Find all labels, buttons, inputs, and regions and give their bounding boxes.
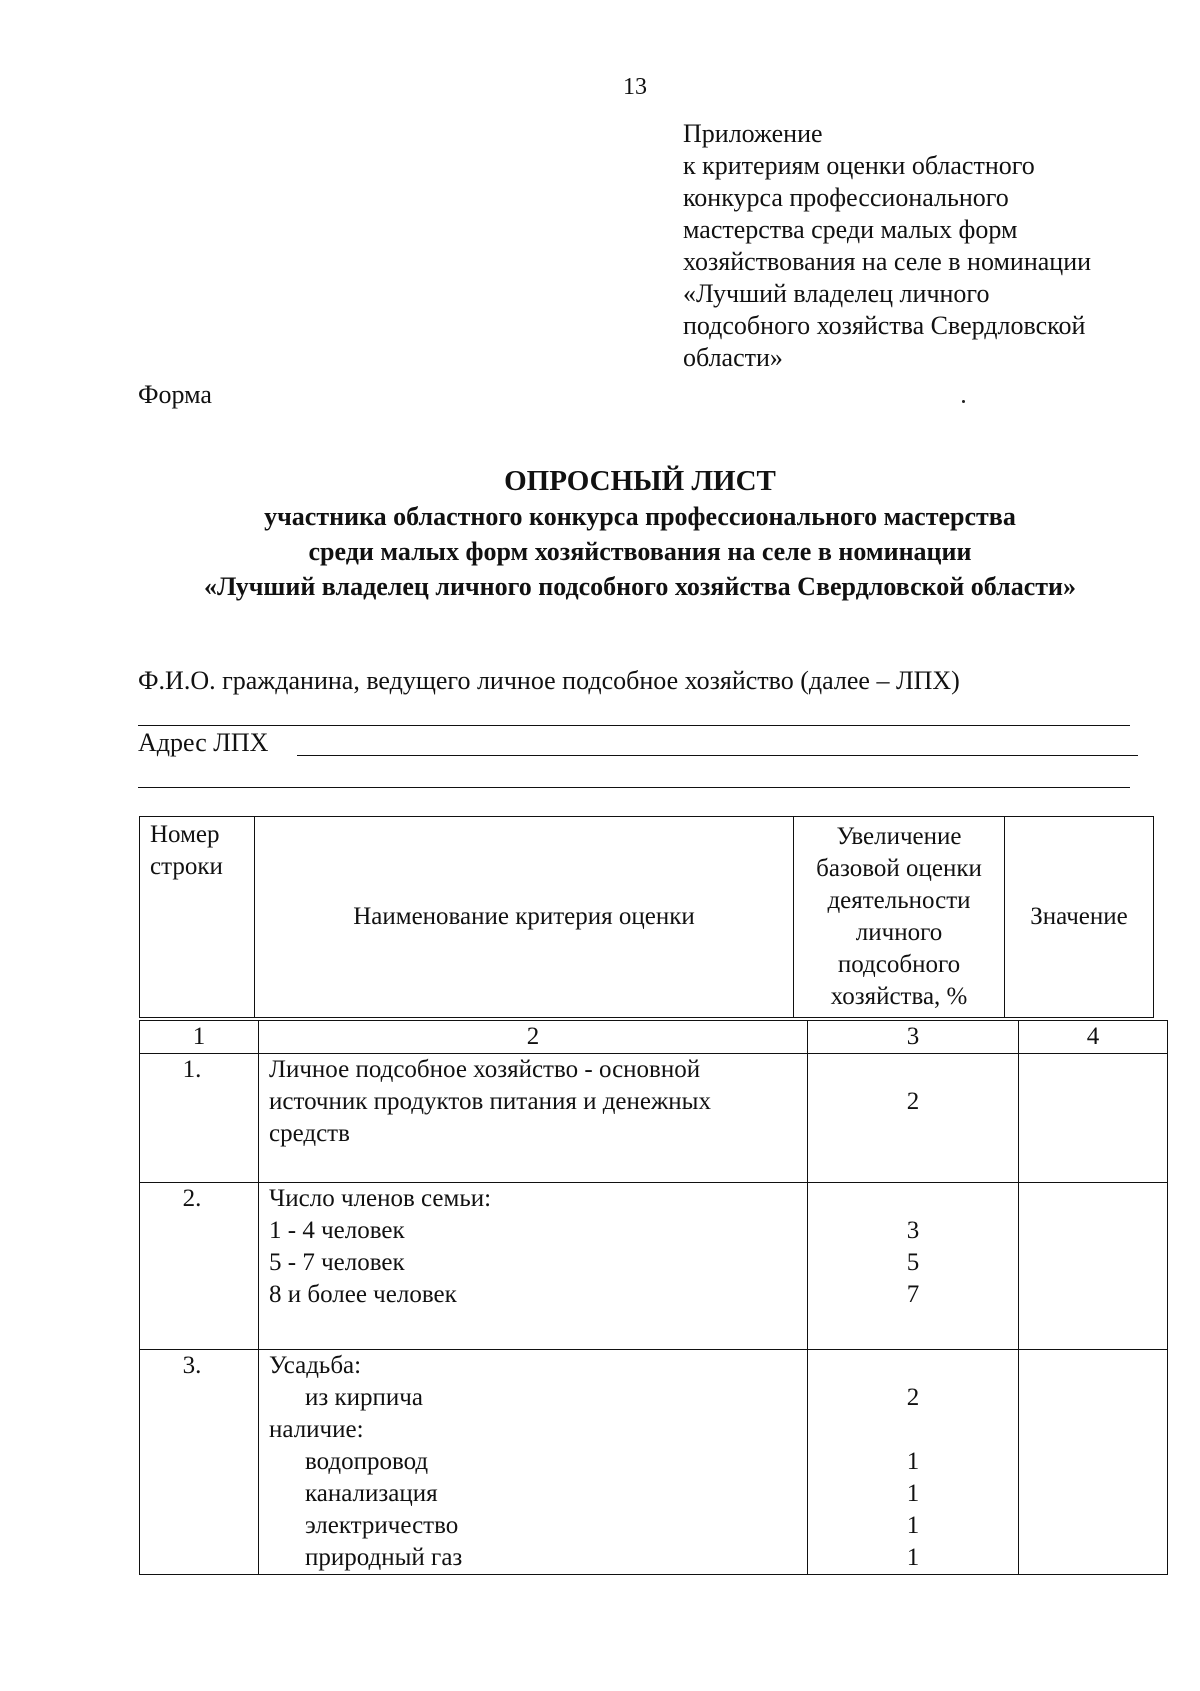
increase-value	[808, 1183, 1018, 1215]
increase-value: 7	[906, 1281, 920, 1308]
increase-percent	[808, 1350, 1019, 1575]
appendix-line: конкурса профессионального	[683, 183, 1009, 212]
criterion-text: источник продуктов питания и денежных	[269, 1088, 711, 1115]
address-input-line[interactable]	[297, 755, 1138, 756]
criterion-text: средств	[269, 1120, 350, 1147]
title-line: среди малых форм хозяйствования на селе в номинации	[308, 537, 972, 566]
value-cell[interactable]	[1019, 1183, 1168, 1350]
increase-value: 1	[906, 1544, 920, 1571]
criterion-name	[259, 1183, 808, 1350]
column-index-row	[140, 1021, 1168, 1054]
header-value: Значение	[1005, 817, 1154, 1018]
criterion-text: из кирпича	[305, 1384, 423, 1411]
address-label: Адрес ЛПХ	[138, 728, 269, 757]
row-number: 3.	[140, 1350, 259, 1575]
table-row	[140, 1183, 1168, 1350]
criterion-text: Число членов семьи:	[269, 1185, 492, 1212]
header-text: Номер	[150, 821, 220, 848]
appendix-line: хозяйствования на селе в номинации	[683, 247, 1092, 276]
title-main: ОПРОСНЫЙ ЛИСТ	[504, 465, 776, 497]
document-title	[100, 464, 1180, 604]
criteria-table-body	[139, 1020, 1168, 1575]
header-text: базовой оценки	[816, 855, 982, 882]
appendix-line: мастерства среди малых форм	[683, 215, 1018, 244]
table-row	[140, 1054, 1168, 1183]
appendix-line: области»	[683, 343, 783, 372]
scan-dot	[962, 400, 965, 403]
appendix-line: «Лучший владелец личного	[683, 279, 990, 308]
value-cell[interactable]	[1019, 1054, 1168, 1183]
criterion-text: природный газ	[305, 1544, 463, 1571]
row-number: 2.	[140, 1183, 259, 1350]
increase-value: 1	[906, 1512, 920, 1539]
column-index: 2	[259, 1021, 808, 1054]
address-continuation-line[interactable]	[138, 787, 1130, 788]
fio-input-line[interactable]	[138, 725, 1130, 726]
table-row	[140, 1350, 1168, 1575]
header-text: строки	[150, 853, 223, 880]
increase-percent	[808, 1183, 1019, 1350]
appendix-line: к критериям оценки областного	[683, 151, 1035, 180]
header-text: подсобного	[837, 951, 961, 978]
header-text: хозяйства, %	[830, 983, 968, 1010]
criterion-text: Личное подсобное хозяйство - основной	[269, 1056, 701, 1083]
appendix-note	[683, 118, 1091, 374]
criterion-text: 1 - 4 человек	[269, 1217, 405, 1244]
form-label: Форма	[138, 380, 212, 409]
criterion-text: Усадьба:	[269, 1352, 362, 1379]
increase-value: 2	[906, 1088, 920, 1115]
appendix-line: подсобного хозяйства Свердловской	[683, 311, 1086, 340]
criterion-name	[259, 1350, 808, 1575]
column-index: 4	[1019, 1021, 1168, 1054]
increase-value: 1	[906, 1480, 920, 1507]
criterion-text: водопровод	[305, 1448, 429, 1475]
value-cell[interactable]	[1019, 1350, 1168, 1575]
criterion-text: 5 - 7 человек	[269, 1249, 405, 1276]
increase-value: 1	[906, 1448, 920, 1475]
criterion-text: 8 и более человек	[269, 1281, 457, 1308]
header-text: деятельности	[827, 887, 971, 914]
header-text: Увеличение	[836, 823, 962, 850]
increase-value: 5	[906, 1249, 920, 1276]
increase-value	[808, 1414, 1018, 1446]
increase-value: 3	[906, 1217, 920, 1244]
row-number: 1.	[140, 1054, 259, 1183]
criterion-name	[259, 1054, 808, 1183]
header-text: личного	[855, 919, 943, 946]
page-number: 13	[623, 74, 647, 100]
criterion-text: наличие:	[269, 1416, 364, 1443]
appendix-line: Приложение	[683, 119, 823, 148]
header-increase	[794, 817, 1005, 1018]
header-criterion-name: Наименование критерия оценки	[255, 817, 794, 1018]
increase-value	[808, 1350, 1018, 1382]
title-line: «Лучший владелец личного подсобного хозяйства Свердловской области»	[204, 572, 1076, 601]
increase-percent	[808, 1054, 1019, 1183]
column-index: 1	[140, 1021, 259, 1054]
column-index: 3	[808, 1021, 1019, 1054]
criterion-text: канализация	[305, 1480, 438, 1507]
fio-label: Ф.И.О. гражданина, ведущего личное подсобное хозяйство (далее – ЛПХ)	[138, 666, 960, 695]
criterion-text: электричество	[305, 1512, 459, 1539]
increase-value: 2	[906, 1384, 920, 1411]
title-line: участника областного конкурса профессионального мастерства	[264, 502, 1016, 531]
criteria-table-header	[139, 816, 1154, 1018]
header-row-number	[140, 817, 255, 1018]
